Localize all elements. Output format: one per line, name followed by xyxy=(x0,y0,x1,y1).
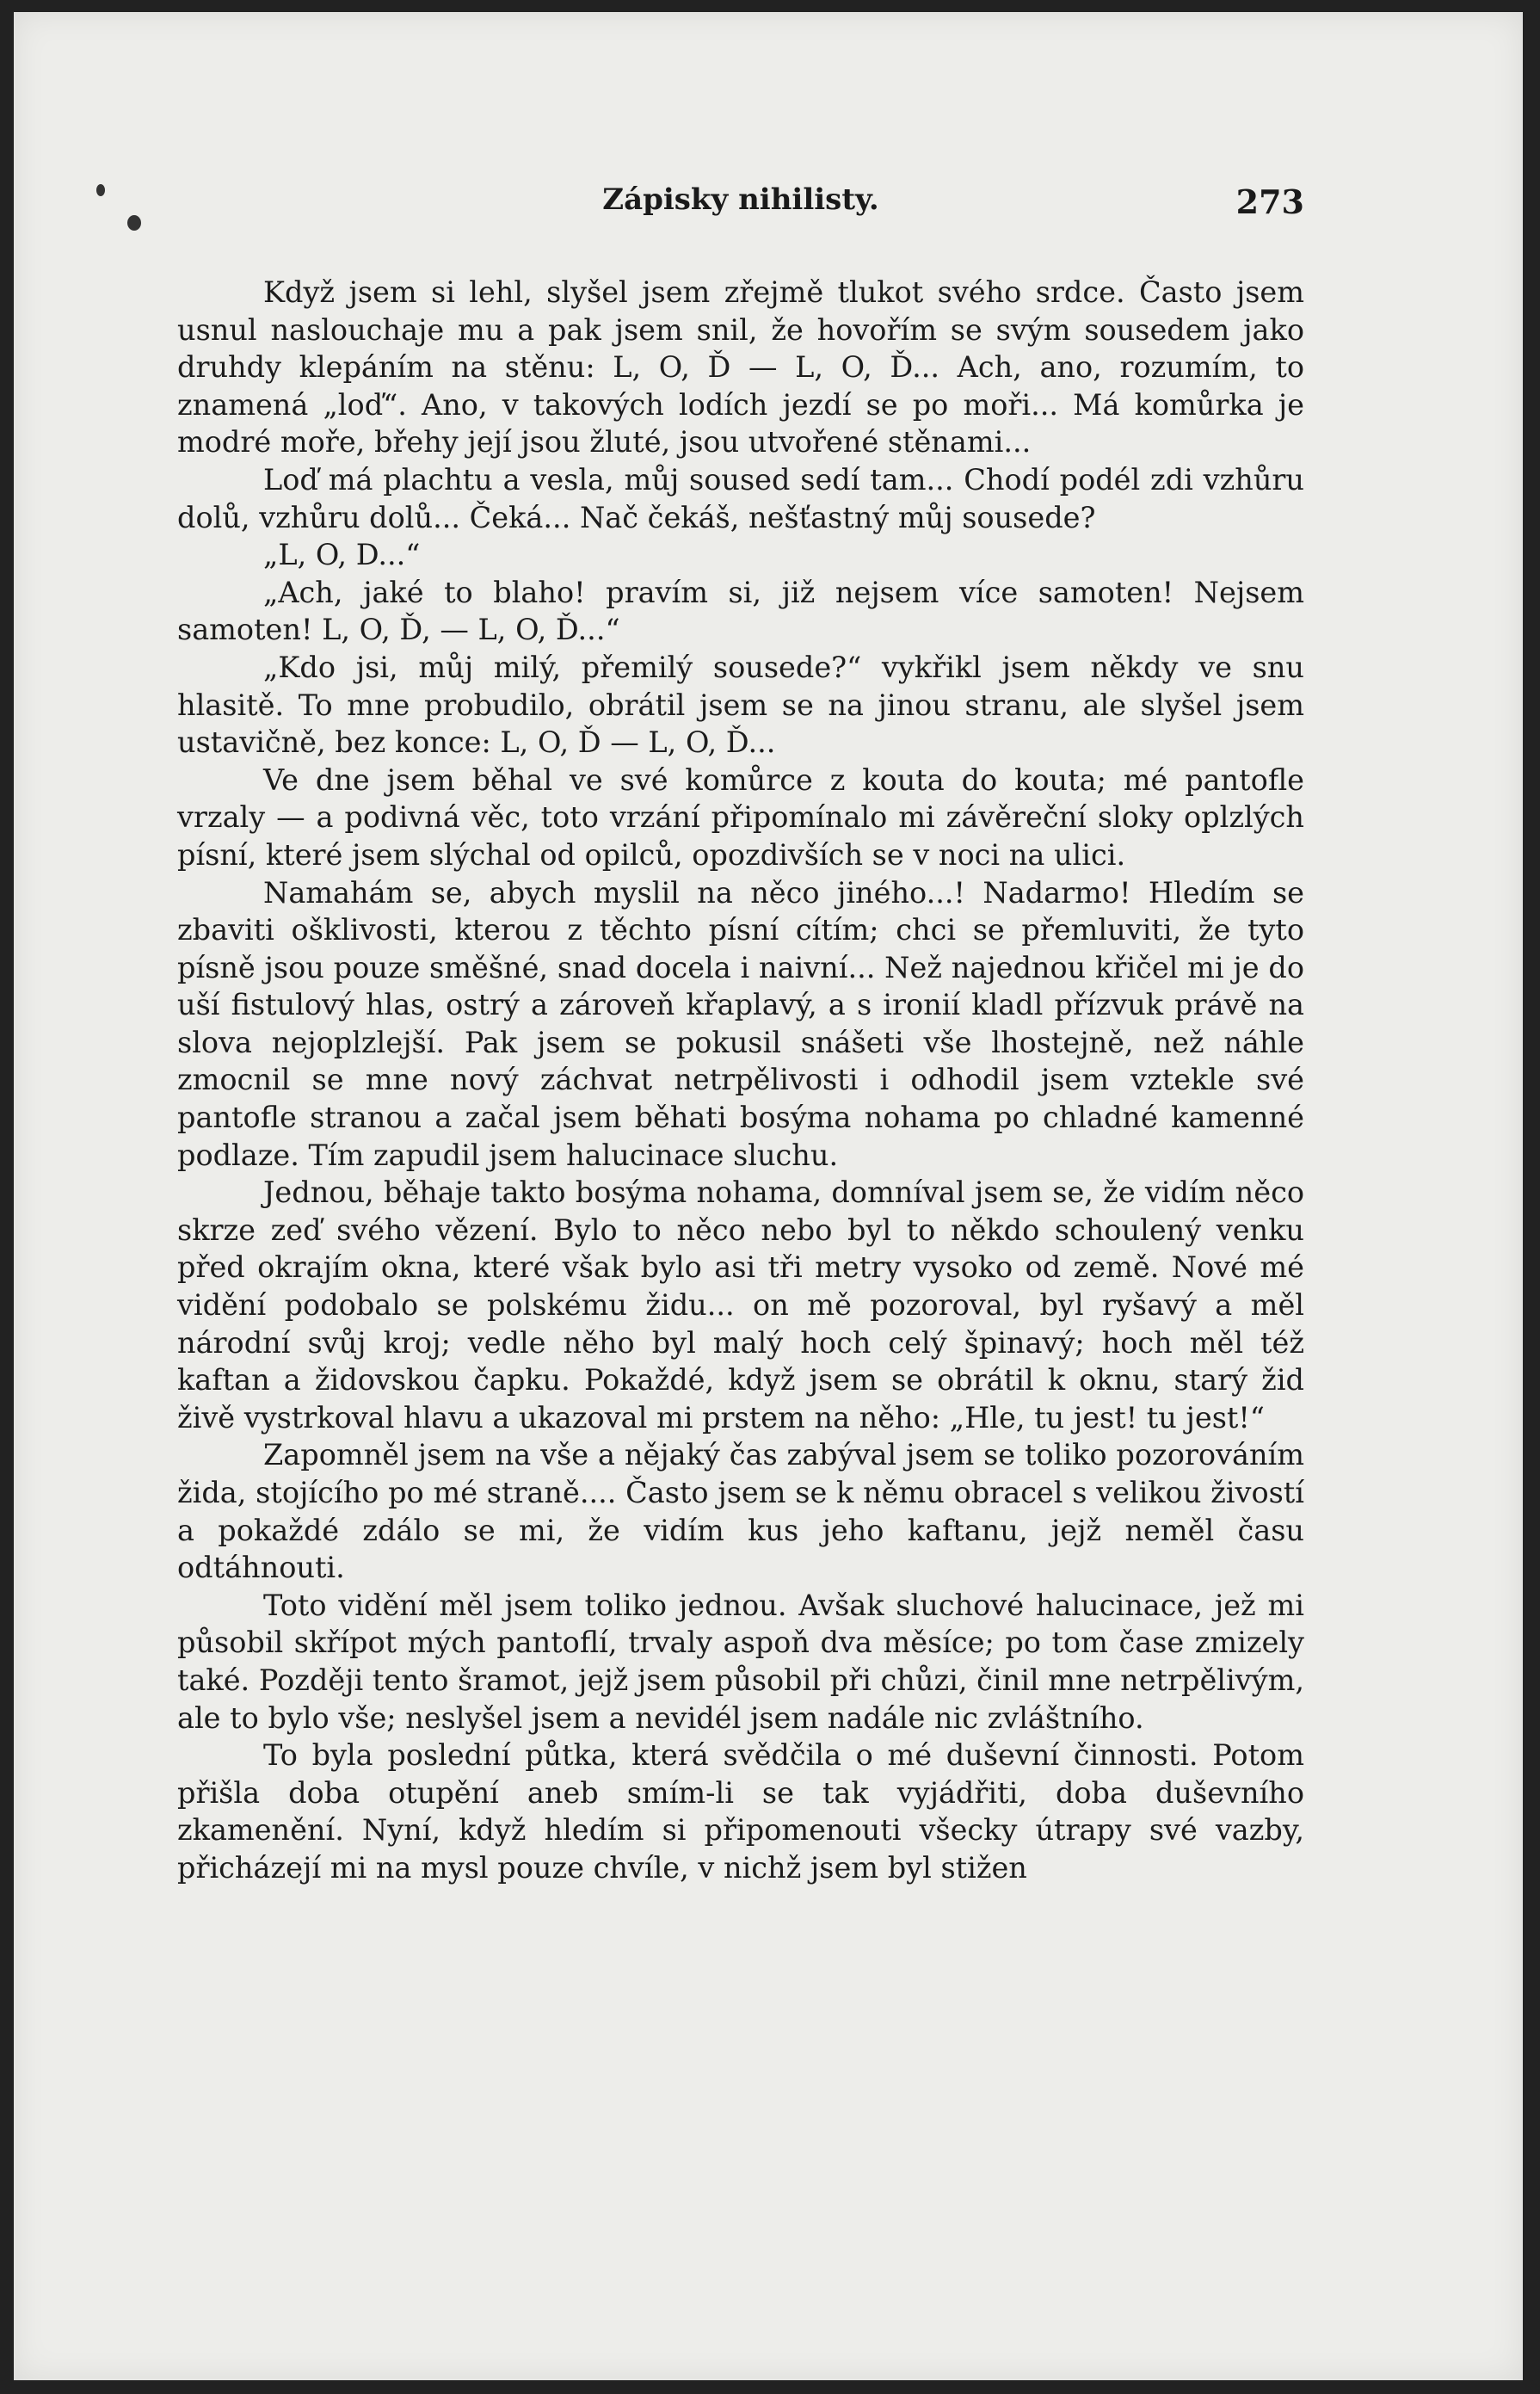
paragraph: „Kdo jsi, můj milý, přemilý sousede?“ vykřikl jsem někdy ve snu hlasitě. To mne probudilo, obrátil jsem se na jinou stranu, ale slyšel jsem ustavičně, bez konce: L, O, Ď — L, O, Ď... xyxy=(177,650,1304,760)
paragraph: Zapomněl jsem na vše a nějaký čas zabýval jsem se toliko pozorováním žida, stojícího po mé straně.... Často jsem se k němu obracel s velikou živostí a pokaždé zdálo se mi, že vidím kus jeho kaftanu, jejž neměl času odtáhnouti. xyxy=(177,1438,1304,1585)
paragraph: „L, O, D...“ xyxy=(263,538,421,572)
ink-speck xyxy=(96,184,105,196)
ink-speck xyxy=(127,215,141,231)
paragraph: Jednou, běhaje takto bosýma nohama, domníval jsem se, že vidím něco skrze zeď svého vězení. Bylo to něco nebo byl to někdo schoulený venku před okrajím okna, které však bylo asi tři metry vysoko od země. Nové mé vidění podobalo se polskému židu... on mě pozoroval, byl ryšavý a měl národní svůj kroj; vedle něho byl malý hoch celý špinavý; hoch měl též kaftan a židovskou čapku. Pokaždé, když jsem se obrátil k oknu, starý žid živě vystrkoval hlavu a ukazoval mi prstem na něho: „Hle, tu jest! tu jest!“ xyxy=(177,1175,1304,1435)
page-number: 273 xyxy=(1235,182,1304,221)
book-page xyxy=(14,12,1523,2380)
page-header xyxy=(177,182,1304,243)
running-title: Zápisky nihilisty. xyxy=(602,182,879,217)
paragraph: „Ach, jaké to blaho! pravím si, již nejsem více samoten! Nejsem samoten! L, O, Ď, — L, O, Ď...“ xyxy=(177,575,1304,647)
paragraph: Když jsem si lehl, slyšel jsem zřejmě tlukot svého srdce. Často jsem usnul naslouchaje mu a pak jsem snil, že hovořím se svým sousedem jako druhdy klepáním na stěnu: L, O, Ď — L, O, Ď... Ach, ano, rozumím, to znamená „loď“. Ano, v takových lodích jezdí se po moři... Má komůrka je modré moře, břehy její jsou žluté, jsou utvořené stěnami... xyxy=(177,275,1304,460)
body-text xyxy=(177,274,1304,1887)
paragraph: Toto vidění měl jsem toliko jednou. Avšak sluchové halucinace, jež mi působil skřípot mých pantoflí, trvaly aspoň dva měsíce; po tom čase zmizely také. Později tento šramot, jejž jsem působil při chůzi, činil mne netrpělivým, ale to bylo vše; neslyšel jsem a nevidél jsem nadále nic zvláštního. xyxy=(177,1588,1304,1735)
paragraph: Loď má plachtu a vesla, můj soused sedí tam... Chodí podél zdi vzhůru dolů, vzhůru dolů... Čeká... Nač čekáš, nešťastný můj sousede? xyxy=(177,462,1304,534)
paragraph: Ve dne jsem běhal ve své komůrce z kouta do kouta; mé pantofle vrzaly — a podivná věc, toto vrzání připomínalo mi závěreční sloky oplzlých písní, které jsem slýchal od opilců, opozdivších se v noci na ulici. xyxy=(177,762,1304,872)
paragraph: Namahám se, abych myslil na něco jiného...! Nadarmo! Hledím se zbaviti ošklivosti, kterou z těchto písní cítím; chci se přemluviti, že tyto písně jsou pouze směšné, snad docela i naivní... Než najednou křičel mi je do uší fistulový hlas, ostrý a zároveň křaplavý, a s ironií kladl přízvuk právě na slova nejoplzlejší. Pak jsem se pokusil snášeti vše lhostejně, než náhle zmocnil se mne nový záchvat netrpělivosti i odhodil jsem vztekle své pantofle stranou a začal jsem běhati bosýma nohama po chladné kamenné podlaze. Tím zapudil jsem halucinace sluchu. xyxy=(177,875,1304,1172)
paragraph: To byla poslední půtka, která svědčila o mé duševní činnosti. Potom přišla doba otupění aneb smím-li se tak vyjádřiti, doba duševního zkamenění. Nyní, když hledím si připomenouti všecky útrapy své vazby, přicházejí mi na mysl pouze chvíle, v nichž jsem byl stižen xyxy=(177,1738,1304,1885)
